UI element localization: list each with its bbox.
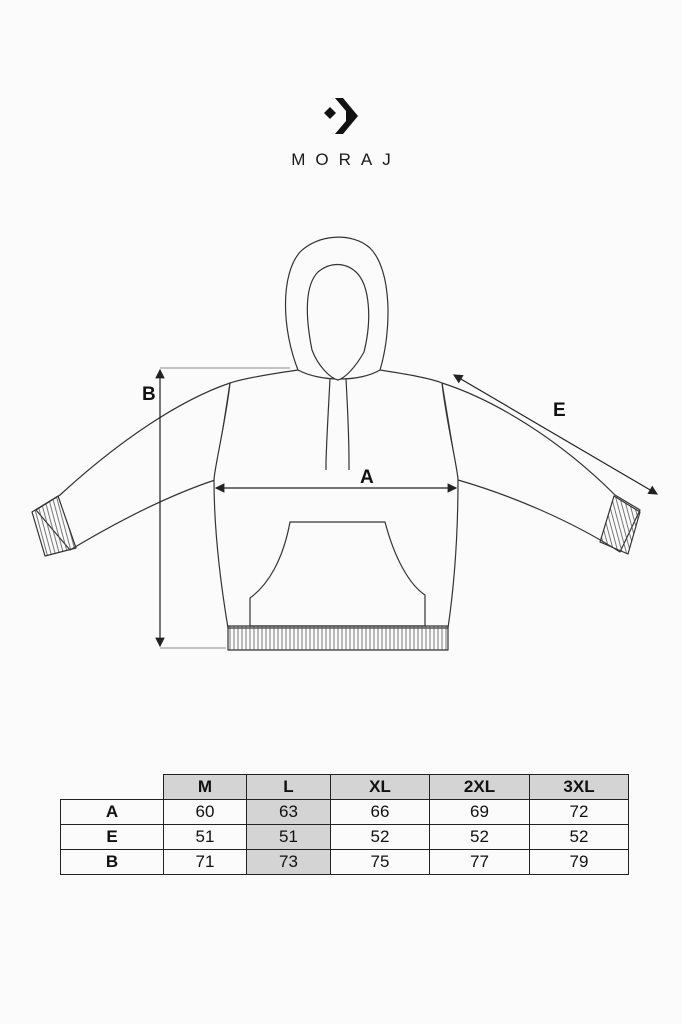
table-header-row xyxy=(61,775,629,800)
label-a: A xyxy=(360,467,374,488)
row-label: A xyxy=(61,800,164,825)
hoodie-outline xyxy=(0,220,682,680)
table-cell: 63 xyxy=(247,800,331,825)
table-cell: 66 xyxy=(331,800,430,825)
table-cell: 71 xyxy=(164,850,247,875)
label-b: B xyxy=(142,384,156,405)
table-row xyxy=(61,850,629,875)
table-cell: 52 xyxy=(530,825,629,850)
hoodie-measurement-diagram xyxy=(0,220,682,680)
header-xl: XL xyxy=(331,775,430,800)
table-cell: 51 xyxy=(164,825,247,850)
table-cell: 79 xyxy=(530,850,629,875)
table-cell: 69 xyxy=(430,800,530,825)
header-l: L xyxy=(247,775,331,800)
size-chart-table xyxy=(60,774,629,875)
brand-logo xyxy=(0,96,682,170)
table-cell: 52 xyxy=(430,825,530,850)
table-cell: 77 xyxy=(430,850,530,875)
table-cell: 73 xyxy=(247,850,331,875)
table-cell: 60 xyxy=(164,800,247,825)
brand-name: MORAJ xyxy=(291,150,401,169)
header-2xl: 2XL xyxy=(430,775,530,800)
row-label: E xyxy=(61,825,164,850)
table-row xyxy=(61,800,629,825)
row-label: B xyxy=(61,850,164,875)
header-m: M xyxy=(164,775,247,800)
table-cell: 72 xyxy=(530,800,629,825)
table-corner xyxy=(61,775,164,800)
table-cell: 51 xyxy=(247,825,331,850)
label-e: E xyxy=(553,400,566,421)
header-3xl: 3XL xyxy=(530,775,629,800)
table-row xyxy=(61,825,629,850)
chevron-arrow-logo-icon xyxy=(321,96,361,136)
table-cell: 52 xyxy=(331,825,430,850)
table-cell: 75 xyxy=(331,850,430,875)
